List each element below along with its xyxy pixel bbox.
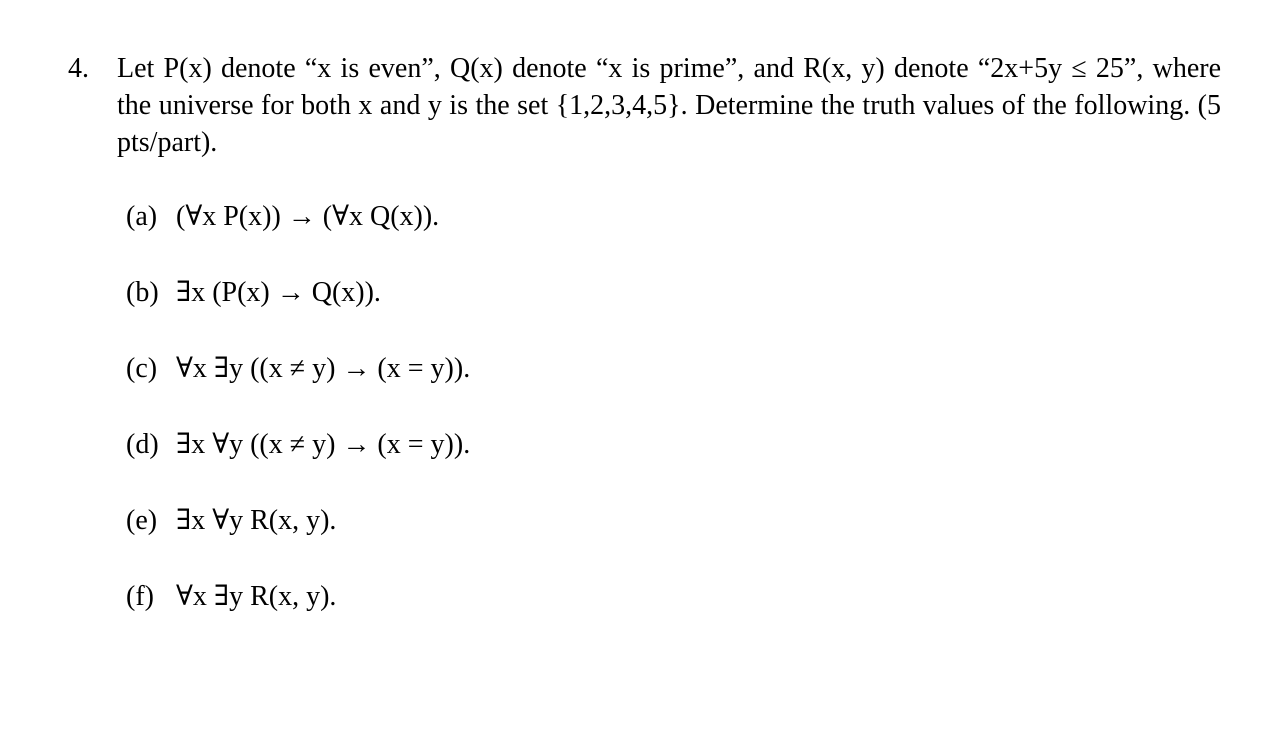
part-c xyxy=(126,350,470,387)
part-expression: ∃x ∀y ((x ≠ y) → (x = y)). xyxy=(176,429,471,460)
part-expression: ∀x ∃y ((x ≠ y) → (x = y)). xyxy=(176,353,471,384)
part-e xyxy=(126,502,336,539)
part-label: (e) xyxy=(126,505,158,536)
part-b xyxy=(126,274,381,311)
part-expression: ∀x ∃y R(x, y). xyxy=(176,581,337,612)
part-d xyxy=(126,426,470,463)
part-label: (b) xyxy=(126,277,159,308)
part-label: (a) xyxy=(126,201,158,232)
part-expression: ∃x (P(x) → Q(x)). xyxy=(176,277,381,308)
part-label: (f) xyxy=(126,581,154,612)
part-f xyxy=(126,578,336,615)
part-expression: (∀x P(x)) → (∀x Q(x)). xyxy=(176,201,440,232)
part-label: (d) xyxy=(126,429,159,460)
problem-statement: Let P(x) denote “x is even”, Q(x) denote “x is prime”, and R(x, y) denote “2x+5y ≤ 25”, where the universe for both x and y is the set {1,2,3,4,5}. Determine the truth values of the following. (5 pts/part). xyxy=(117,53,1221,158)
part-a xyxy=(126,198,439,235)
problem-number: 4. xyxy=(68,53,89,84)
part-expression: ∃x ∀y R(x, y). xyxy=(176,505,337,536)
part-label: (c) xyxy=(126,353,158,384)
